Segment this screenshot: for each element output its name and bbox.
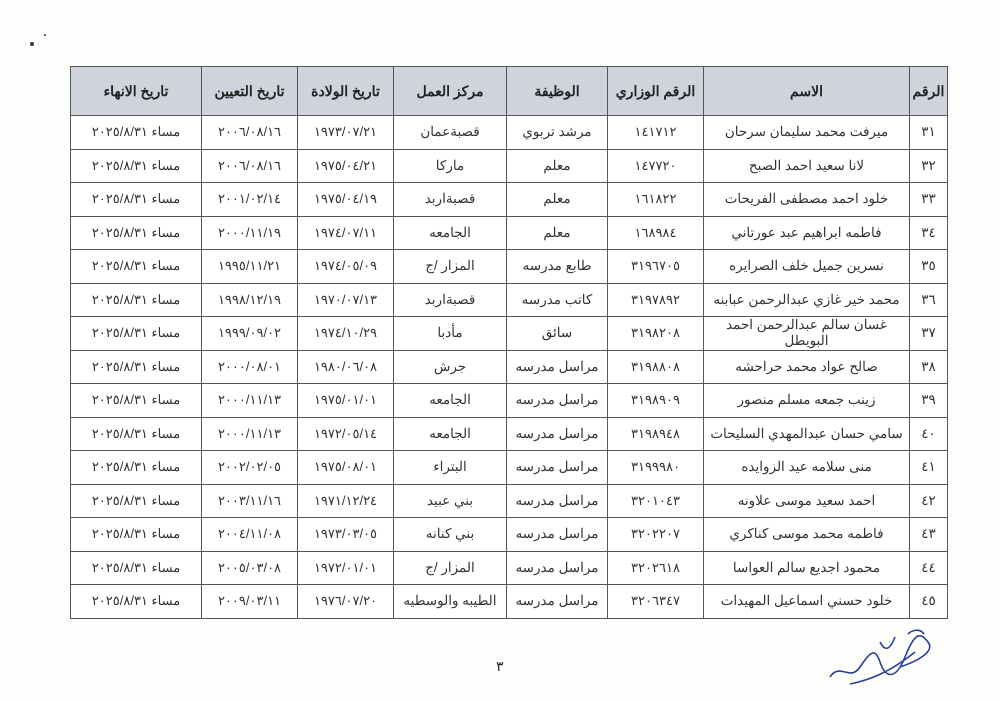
employee-name: منى سلامه عيد الزوايده: [704, 451, 910, 485]
employee-name: ميرفت محمد سليمان سرحان: [704, 116, 910, 150]
ministry-number: ٣٢٠٢٢٠٧: [608, 518, 704, 552]
table-row: [71, 216, 948, 250]
table-row: [71, 518, 948, 552]
work-center: المزار /ج: [394, 551, 507, 585]
row-number: ٤٠: [910, 417, 948, 451]
work-center: بني كنانه: [394, 518, 507, 552]
end-date: مساء ٢٠٢٥/٨/٣١: [71, 216, 202, 250]
employee-name: صالح عواد محمد حراحشه: [704, 350, 910, 384]
table-row: [71, 451, 948, 485]
appointment-date: ٢٠٠٠/١١/١٩: [202, 216, 298, 250]
table-row: [71, 484, 948, 518]
job-title: كاتب مدرسه: [507, 283, 608, 317]
end-date: مساء ٢٠٢٥/٨/٣١: [71, 116, 202, 150]
table-row: [71, 384, 948, 418]
handwritten-signature: [820, 622, 940, 694]
job-title: مراسل مدرسه: [507, 484, 608, 518]
job-title: مراسل مدرسه: [507, 350, 608, 384]
employee-name: نسرين جميل خلف الصرايره: [704, 250, 910, 284]
row-number: ٤٤: [910, 551, 948, 585]
work-center: قصبةعمان: [394, 116, 507, 150]
end-date: مساء ٢٠٢٥/٨/٣١: [71, 317, 202, 351]
header-end-date: تاريخ الانهاء: [71, 67, 202, 116]
header-appointment-date: تاريخ التعيين: [202, 67, 298, 116]
job-title: سائق: [507, 317, 608, 351]
header-number: الرقم: [910, 67, 948, 116]
row-number: ٤٣: [910, 518, 948, 552]
job-title: مراسل مدرسه: [507, 585, 608, 619]
end-date: مساء ٢٠٢٥/٨/٣١: [71, 350, 202, 384]
job-title: معلم: [507, 149, 608, 183]
employee-name: خلود حسني اسماعيل المهيدات: [704, 585, 910, 619]
appointment-date: ٢٠٠٣/١١/١٦: [202, 484, 298, 518]
end-date: مساء ٢٠٢٥/٨/٣١: [71, 551, 202, 585]
job-title: طابع مدرسه: [507, 250, 608, 284]
row-number: ٣٧: [910, 317, 948, 351]
employee-name: فاطمه محمد موسى كناكري: [704, 518, 910, 552]
ministry-number: ١٦١٨٢٢: [608, 183, 704, 217]
appointment-date: ٢٠٠٢/٠٢/٠٥: [202, 451, 298, 485]
end-date: مساء ٢٠٢٥/٨/٣١: [71, 183, 202, 217]
ministry-number: ٣١٩٩٩٨٠: [608, 451, 704, 485]
employee-name: احمد سعيد موسى علاونه: [704, 484, 910, 518]
ministry-number: ٣١٩٨٩٠٩: [608, 384, 704, 418]
row-number: ٣٣: [910, 183, 948, 217]
appointment-date: ١٩٩٩/٠٩/٠٢: [202, 317, 298, 351]
appointment-date: ٢٠٠١/٠٢/١٤: [202, 183, 298, 217]
birth-date: ١٩٧٤/١٠/٢٩: [298, 317, 394, 351]
ministry-number: ٣١٩٨٢٠٨: [608, 317, 704, 351]
job-title: مراسل مدرسه: [507, 518, 608, 552]
row-number: ٤٢: [910, 484, 948, 518]
birth-date: ١٩٧٣/٠٣/٠٥: [298, 518, 394, 552]
work-center: ماركا: [394, 149, 507, 183]
end-date: مساء ٢٠٢٥/٨/٣١: [71, 417, 202, 451]
end-date: مساء ٢٠٢٥/٨/٣١: [71, 518, 202, 552]
end-date: مساء ٢٠٢٥/٨/٣١: [71, 283, 202, 317]
ministry-number: ٣١٩٦٧٠٥: [608, 250, 704, 284]
employee-name: محمد خير غازي عبدالرحمن عبابنه: [704, 283, 910, 317]
table-row: [71, 149, 948, 183]
appointment-date: ١٩٩٥/١١/٢١: [202, 250, 298, 284]
birth-date: ١٩٧٣/٠٧/٢١: [298, 116, 394, 150]
work-center: الطيبه والوسطيه: [394, 585, 507, 619]
work-center: البتراء: [394, 451, 507, 485]
appointment-date: ٢٠٠٠/٠٨/٠١: [202, 350, 298, 384]
end-date: مساء ٢٠٢٥/٨/٣١: [71, 384, 202, 418]
row-number: ٣٥: [910, 250, 948, 284]
table-row: [71, 116, 948, 150]
page-number: ٣: [496, 658, 504, 674]
table-row: [71, 183, 948, 217]
work-center: قصبةاربد: [394, 183, 507, 217]
appointment-date: ٢٠٠٦/٠٨/١٦: [202, 116, 298, 150]
job-title: معلم: [507, 216, 608, 250]
employee-name: خلود احمد مصطفى الفريحات: [704, 183, 910, 217]
scan-speck: [44, 34, 46, 36]
birth-date: ١٩٧٠/٠٧/١٣: [298, 283, 394, 317]
ministry-number: ١٤٧٧٢٠: [608, 149, 704, 183]
end-date: مساء ٢٠٢٥/٨/٣١: [71, 484, 202, 518]
ministry-number: ١٦٨٩٨٤: [608, 216, 704, 250]
table-row: [71, 283, 948, 317]
employee-name: فاطمه ابراهيم عبد عورتاني: [704, 216, 910, 250]
row-number: ٣٢: [910, 149, 948, 183]
job-title: مراسل مدرسه: [507, 451, 608, 485]
row-number: ٣٩: [910, 384, 948, 418]
birth-date: ١٩٧٤/٠٧/١١: [298, 216, 394, 250]
birth-date: ١٩٧٥/٠١/٠١: [298, 384, 394, 418]
job-title: مرشد تربوي: [507, 116, 608, 150]
header-birth-date: تاريخ الولادة: [298, 67, 394, 116]
table-row: [71, 250, 948, 284]
ministry-number: ١٤١٧١٢: [608, 116, 704, 150]
employee-name: لانا سعيد احمد الصبح: [704, 149, 910, 183]
appointment-date: ٢٠٠٠/١١/١٣: [202, 384, 298, 418]
row-number: ٣١: [910, 116, 948, 150]
work-center: الجامعه: [394, 216, 507, 250]
end-date: مساء ٢٠٢٥/٨/٣١: [71, 451, 202, 485]
employee-name: سامي حسان عبدالمهدي السليحات: [704, 417, 910, 451]
ministry-number: ٣٢٠١٠٤٣: [608, 484, 704, 518]
ministry-number: ٣١٩٧٨٩٢: [608, 283, 704, 317]
row-number: ٤١: [910, 451, 948, 485]
birth-date: ١٩٧١/١٢/٢٤: [298, 484, 394, 518]
work-center: بني عبيد: [394, 484, 507, 518]
employee-name: محمود اجديع سالم العواسا: [704, 551, 910, 585]
appointment-date: ١٩٩٨/١٢/١٩: [202, 283, 298, 317]
job-title: مراسل مدرسه: [507, 384, 608, 418]
birth-date: ١٩٧٥/٠٨/٠١: [298, 451, 394, 485]
table-row: [71, 585, 948, 619]
row-number: ٤٥: [910, 585, 948, 619]
ministry-number: ٣٢٠٢٦١٨: [608, 551, 704, 585]
appointment-date: ٢٠٠٩/٠٣/١١: [202, 585, 298, 619]
ministry-number: ٣١٩٨٨٠٨: [608, 350, 704, 384]
job-title: مراسل مدرسه: [507, 551, 608, 585]
ministry-number: ٣٢٠٦٣٤٧: [608, 585, 704, 619]
appointment-date: ٢٠٠٦/٠٨/١٦: [202, 149, 298, 183]
appointment-date: ٢٠٠٤/١١/٠٨: [202, 518, 298, 552]
appointment-date: ٢٠٠٠/١١/١٣: [202, 417, 298, 451]
birth-date: ١٩٨٠/٠٦/٠٨: [298, 350, 394, 384]
table-row: [71, 417, 948, 451]
table-header-row: [71, 67, 948, 116]
end-date: مساء ٢٠٢٥/٨/٣١: [71, 585, 202, 619]
birth-date: ١٩٧٦/٠٧/٢٠: [298, 585, 394, 619]
ministry-number: ٣١٩٨٩٤٨: [608, 417, 704, 451]
row-number: ٣٨: [910, 350, 948, 384]
table-row: [71, 317, 948, 351]
employee-name: زينب جمعه مسلم منصور: [704, 384, 910, 418]
header-ministry-number: الرقم الوزاري: [608, 67, 704, 116]
appointment-date: ٢٠٠٥/٠٣/٠٨: [202, 551, 298, 585]
work-center: الجامعه: [394, 384, 507, 418]
end-date: مساء ٢٠٢٥/٨/٣١: [71, 250, 202, 284]
work-center: جرش: [394, 350, 507, 384]
employee-name: غسان سالم عبدالرحمن احمد البويطل: [704, 317, 910, 351]
end-date: مساء ٢٠٢٥/٨/٣١: [71, 149, 202, 183]
row-number: ٣٦: [910, 283, 948, 317]
work-center: مأدبا: [394, 317, 507, 351]
scan-speck: [30, 42, 34, 46]
job-title: مراسل مدرسه: [507, 417, 608, 451]
row-number: ٣٤: [910, 216, 948, 250]
work-center: الجامعه: [394, 417, 507, 451]
work-center: قصبةاربد: [394, 283, 507, 317]
header-name: الاسم: [704, 67, 910, 116]
job-title: معلم: [507, 183, 608, 217]
header-job: الوظيفة: [507, 67, 608, 116]
table-row: [71, 551, 948, 585]
table-row: [71, 350, 948, 384]
birth-date: ١٩٧٢/٠١/٠١: [298, 551, 394, 585]
birth-date: ١٩٧٤/٠٥/٠٩: [298, 250, 394, 284]
header-work-center: مركز العمل: [394, 67, 507, 116]
birth-date: ١٩٧٥/٠٤/١٩: [298, 183, 394, 217]
birth-date: ١٩٧٢/٠٥/١٤: [298, 417, 394, 451]
employees-table: [70, 66, 948, 619]
birth-date: ١٩٧٥/٠٤/٢١: [298, 149, 394, 183]
work-center: المزار /ج: [394, 250, 507, 284]
